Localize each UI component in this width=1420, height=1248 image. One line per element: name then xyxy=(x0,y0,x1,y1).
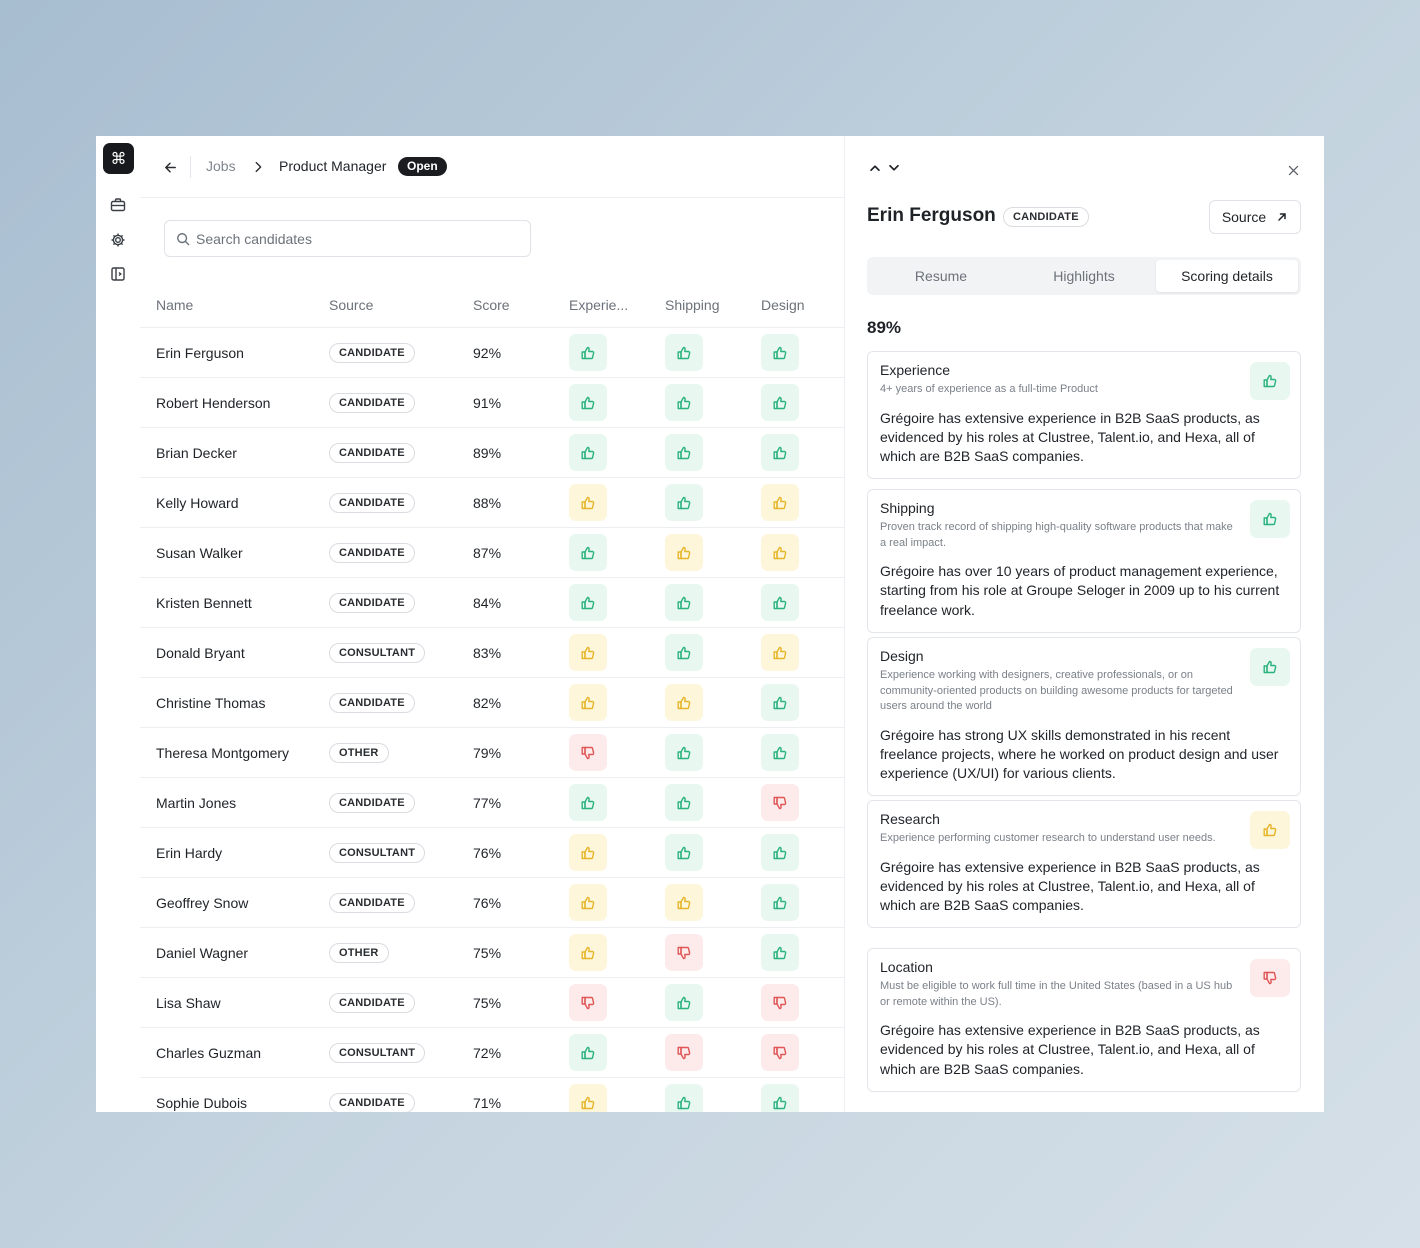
source-tag: CANDIDATE xyxy=(329,343,415,363)
source-button[interactable] xyxy=(1209,200,1301,234)
candidate-name: Erin Ferguson xyxy=(867,205,996,226)
thumbs-up-icon xyxy=(1250,362,1290,400)
candidate-name-cell: Donald Bryant xyxy=(156,645,245,661)
score-cell: 91% xyxy=(473,395,502,411)
scoring-card-design xyxy=(867,637,1301,796)
score-cell: 83% xyxy=(473,645,502,661)
source-tag: CANDIDATE xyxy=(329,543,415,563)
criterion-assessment: Grégoire has extensive experience in B2B SaaS products, as evidenced by his roles at Clustree, Talent.io, and Hexa, all of which are B2B SaaS companies. xyxy=(880,409,1260,465)
table-row[interactable] xyxy=(140,1028,844,1078)
candidate-name-cell: Erin Ferguson xyxy=(156,345,244,361)
candidate-name-cell: Geoffrey Snow xyxy=(156,895,249,911)
thumbs-up-icon xyxy=(665,334,703,371)
thumbs-up-icon xyxy=(665,634,703,671)
thumbs-down-icon xyxy=(761,784,799,821)
thumbs-up-icon xyxy=(761,534,799,571)
thumbs-down-icon xyxy=(569,734,607,771)
thumbs-up-icon xyxy=(761,584,799,621)
table-row[interactable] xyxy=(140,328,844,378)
thumbs-up-icon xyxy=(761,634,799,671)
criterion-description: Experience performing customer research to understand user needs. xyxy=(880,832,1216,844)
candidate-name-cell: Charles Guzman xyxy=(156,1045,262,1061)
table-row[interactable] xyxy=(140,678,844,728)
thumbs-up-icon xyxy=(665,1084,703,1112)
thumbs-up-icon xyxy=(665,434,703,471)
thumbs-up-icon xyxy=(665,684,703,721)
thumbs-up-icon xyxy=(665,484,703,521)
search-icon xyxy=(176,232,196,246)
thumbs-up-icon xyxy=(665,384,703,421)
chevron-up-icon[interactable] xyxy=(867,160,883,176)
divider xyxy=(190,156,191,178)
thumbs-up-icon xyxy=(569,584,607,621)
criterion-title: Research xyxy=(880,811,940,827)
source-tag: CANDIDATE xyxy=(329,443,415,463)
source-tag: CANDIDATE xyxy=(329,893,415,913)
candidates-main xyxy=(140,136,844,1112)
candidate-name-cell: Erin Hardy xyxy=(156,845,223,861)
sidebar-panel-icon[interactable] xyxy=(108,264,128,284)
table-row[interactable] xyxy=(140,628,844,678)
tab-highlights[interactable]: Highlights xyxy=(1053,268,1115,284)
criterion-description: Proven track record of shipping high-quality software products that make a real impact. xyxy=(880,521,1233,549)
tab-scoring-details[interactable]: Scoring details xyxy=(1156,260,1298,292)
table-row[interactable] xyxy=(140,1078,844,1112)
table-row[interactable] xyxy=(140,778,844,828)
table-row[interactable] xyxy=(140,378,844,428)
candidate-name-cell: Christine Thomas xyxy=(156,695,266,711)
scoring-card-shipping xyxy=(867,489,1301,633)
top-bar xyxy=(140,136,844,198)
app-logo[interactable]: ⌘ xyxy=(103,143,134,174)
criterion-assessment: Grégoire has over 10 years of product management experience, starting from his role at Groupe Seloger in 2009 up to his current freelance work. xyxy=(880,563,1280,618)
column-header-design[interactable]: Design xyxy=(761,297,805,313)
thumbs-up-icon xyxy=(761,684,799,721)
source-tag: CONSULTANT xyxy=(329,1043,425,1063)
table-header xyxy=(140,278,844,328)
score-cell: 82% xyxy=(473,695,502,711)
thumbs-up-icon xyxy=(569,784,607,821)
briefcase-icon[interactable] xyxy=(108,195,128,215)
thumbs-down-icon xyxy=(761,984,799,1021)
candidate-name-cell: Kelly Howard xyxy=(156,495,239,511)
source-tag: OTHER xyxy=(329,943,389,963)
thumbs-up-icon xyxy=(1250,811,1290,849)
thumbs-up-icon xyxy=(569,334,607,371)
thumbs-up-icon xyxy=(761,834,799,871)
icon-rail xyxy=(96,136,140,1112)
candidate-name-cell: Brian Decker xyxy=(156,445,237,461)
score-cell: 75% xyxy=(473,995,502,1011)
score-cell: 88% xyxy=(473,495,502,511)
table-row[interactable] xyxy=(140,428,844,478)
scoring-card-experience xyxy=(867,351,1301,479)
gear-icon[interactable] xyxy=(108,230,128,250)
score-cell: 87% xyxy=(473,545,502,561)
thumbs-down-icon xyxy=(665,1034,703,1071)
source-tag: CANDIDATE xyxy=(329,493,415,513)
score-cell: 92% xyxy=(473,345,502,361)
thumbs-up-icon xyxy=(569,634,607,671)
app-window xyxy=(96,136,1324,1112)
status-badge: Open xyxy=(398,157,447,176)
thumbs-up-icon xyxy=(761,384,799,421)
table-row[interactable] xyxy=(140,478,844,528)
criterion-assessment: Grégoire has strong UX skills demonstrated in his recent freelance projects, where he worked on product design and user experience (UX/UI) for various clients. xyxy=(880,726,1279,782)
detail-tabs xyxy=(867,257,1301,295)
table-row[interactable] xyxy=(140,928,844,978)
thumbs-up-icon xyxy=(569,434,607,471)
column-header-score[interactable]: Score xyxy=(473,297,510,313)
criterion-assessment: Grégoire has extensive experience in B2B SaaS products, as evidenced by his roles at Clustree, Talent.io, and Hexa, all of which are B2B SaaS companies. xyxy=(880,858,1260,914)
source-tag: CANDIDATE xyxy=(329,793,415,813)
column-header-name[interactable]: Name xyxy=(156,297,194,313)
candidates-table xyxy=(140,278,844,1112)
thumbs-up-icon xyxy=(1250,500,1290,538)
score-cell: 75% xyxy=(473,945,502,961)
criterion-title: Shipping xyxy=(880,500,935,516)
source-tag: CANDIDATE xyxy=(329,393,415,413)
candidate-source-tag: CANDIDATE xyxy=(1003,207,1089,227)
chevron-down-icon[interactable] xyxy=(886,160,902,176)
candidate-name-cell: Sophie Dubois xyxy=(156,1095,248,1111)
thumbs-up-icon xyxy=(761,934,799,971)
score-cell: 71% xyxy=(473,1095,502,1111)
score-cell: 76% xyxy=(473,895,502,911)
thumbs-up-icon xyxy=(761,884,799,921)
table-body xyxy=(140,328,844,1112)
candidate-name-cell: Robert Henderson xyxy=(156,395,271,411)
candidate-name-cell: Daniel Wagner xyxy=(156,945,249,961)
candidate-name-cell: Theresa Montgomery xyxy=(156,745,290,761)
thumbs-up-icon xyxy=(761,1084,799,1112)
column-header-experience[interactable]: Experie... xyxy=(569,297,629,313)
score-cell: 76% xyxy=(473,845,502,861)
thumbs-down-icon xyxy=(665,934,703,971)
thumbs-up-icon xyxy=(569,384,607,421)
thumbs-up-icon xyxy=(569,534,607,571)
criterion-description: 4+ years of experience as a full-time Product xyxy=(880,383,1098,395)
score-cell: 77% xyxy=(473,795,502,811)
candidate-detail-panel xyxy=(845,136,1324,1112)
candidate-name-cell: Martin Jones xyxy=(156,795,237,811)
thumbs-up-icon xyxy=(569,934,607,971)
thumbs-up-icon xyxy=(569,484,607,521)
thumbs-up-icon xyxy=(761,484,799,521)
score-cell: 79% xyxy=(473,745,502,761)
thumbs-up-icon xyxy=(569,834,607,871)
score-cell: 89% xyxy=(473,445,502,461)
thumbs-up-icon xyxy=(761,734,799,771)
tab-resume[interactable]: Resume xyxy=(914,268,968,284)
source-tag: CANDIDATE xyxy=(329,1093,415,1112)
thumbs-up-icon xyxy=(665,984,703,1021)
thumbs-down-icon xyxy=(761,1034,799,1071)
source-tag: CONSULTANT xyxy=(329,843,425,863)
column-header-shipping[interactable]: Shipping xyxy=(665,297,720,313)
breadcrumb-jobs[interactable]: Jobs xyxy=(206,158,236,174)
criterion-assessment: Grégoire has extensive experience in B2B SaaS products, as evidenced by his roles at Clustree, Talent.io, and Hexa, all of which are B2B SaaS companies. xyxy=(880,1022,1260,1077)
source-tag: CONSULTANT xyxy=(329,643,425,663)
score-cell: 84% xyxy=(473,595,502,611)
close-icon[interactable] xyxy=(1283,160,1303,180)
thumbs-up-icon xyxy=(665,834,703,871)
back-arrow-icon[interactable] xyxy=(160,157,180,177)
thumbs-up-icon xyxy=(761,434,799,471)
thumbs-up-icon xyxy=(1250,648,1290,686)
table-row[interactable] xyxy=(140,528,844,578)
thumbs-up-icon xyxy=(665,584,703,621)
thumbs-up-icon xyxy=(569,884,607,921)
thumbs-up-icon xyxy=(665,534,703,571)
scoring-card-location xyxy=(867,948,1301,1092)
thumbs-up-icon xyxy=(569,684,607,721)
candidate-name-cell: Susan Walker xyxy=(156,545,243,561)
source-tag: CANDIDATE xyxy=(329,693,415,713)
candidate-name-cell: Kristen Bennett xyxy=(156,595,252,611)
column-header-source[interactable]: Source xyxy=(329,297,374,313)
external-arrow-icon xyxy=(1276,211,1288,223)
criterion-description: Experience working with designers, creative professionals, or on community-oriented products on building awesome products for targeted users around the world xyxy=(880,669,1233,712)
search-input[interactable] xyxy=(196,231,516,247)
source-button-label: Source xyxy=(1221,209,1267,225)
thumbs-up-icon xyxy=(569,1034,607,1071)
candidate-name-cell: Lisa Shaw xyxy=(156,995,221,1011)
table-row[interactable] xyxy=(140,978,844,1028)
table-row[interactable] xyxy=(140,878,844,928)
chevron-right-icon xyxy=(250,157,266,177)
source-tag: OTHER xyxy=(329,743,389,763)
thumbs-down-icon xyxy=(1250,959,1290,997)
criterion-title: Design xyxy=(880,648,924,664)
source-tag: CANDIDATE xyxy=(329,593,415,613)
criterion-description: Must be eligible to work full time in the United States (based in a US hub or remote within the US). xyxy=(880,980,1233,1008)
thumbs-up-icon xyxy=(665,884,703,921)
page-title: Product Manager xyxy=(279,158,387,174)
thumbs-down-icon xyxy=(569,984,607,1021)
overall-score: 89% xyxy=(867,318,902,337)
scoring-card-research xyxy=(867,800,1301,928)
search-box[interactable] xyxy=(164,220,531,257)
table-row[interactable] xyxy=(140,728,844,778)
source-tag: CANDIDATE xyxy=(329,993,415,1013)
criterion-title: Experience xyxy=(880,362,951,378)
table-row[interactable] xyxy=(140,578,844,628)
criterion-title: Location xyxy=(880,959,933,975)
thumbs-up-icon xyxy=(761,334,799,371)
thumbs-up-icon xyxy=(665,734,703,771)
table-row[interactable] xyxy=(140,828,844,878)
score-cell: 72% xyxy=(473,1045,502,1061)
thumbs-up-icon xyxy=(665,784,703,821)
thumbs-up-icon xyxy=(569,1084,607,1112)
